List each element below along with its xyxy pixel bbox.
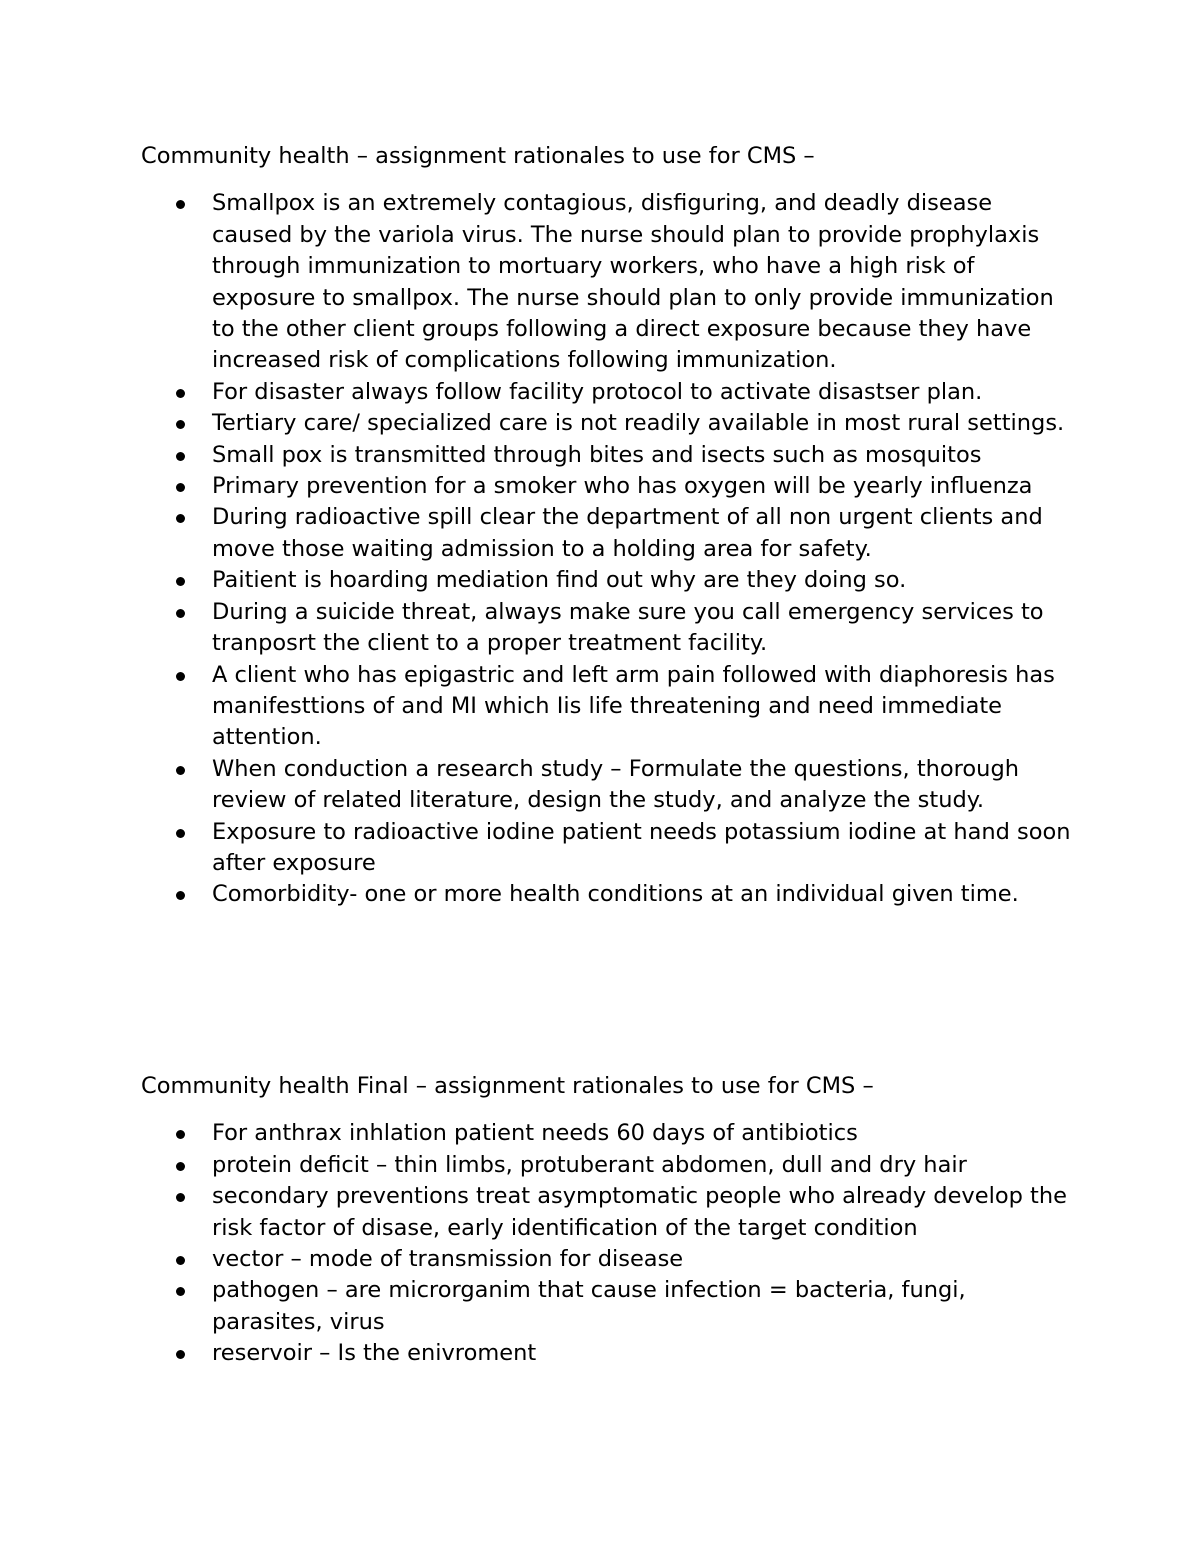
list-item [141, 188, 1071, 376]
list-item [141, 565, 1071, 596]
list-item [141, 1244, 1071, 1275]
bullet-icon [176, 514, 185, 523]
list-item [141, 471, 1071, 502]
list-item [141, 879, 1071, 910]
section-community-health-final [141, 1071, 1071, 1370]
bullet-icon [176, 452, 185, 461]
list-item-text: vector – mode of transmission for disease [212, 1246, 684, 1273]
list-item-text: A client who has epigastric and left arm pain followed with diaphoresis has manifesttions of and MI which Iis life threatening and need immediate attention. [212, 661, 1055, 751]
list-item-text: Smallpox is an extremely contagious, disfiguring, and deadly disease caused by the variola virus. The nurse should plan to provide prophylaxis through immunization to mortuary workers, who have a high risk of exposure to smallpox. The nurse should plan to only provide immunization to the other client groups following a direct exposure because they have increased risk of complications following immunization. [212, 190, 1054, 374]
list-item-text: Paitient is hoarding mediation find out why are they doing so. [212, 567, 907, 594]
bullet-list [141, 1118, 1071, 1369]
list-item [141, 754, 1071, 817]
section-title: Community health Final – assignment rationales to use for CMS – [141, 1073, 874, 1099]
list-item [141, 817, 1071, 880]
bullet-list [141, 188, 1071, 910]
bullet-icon [176, 420, 185, 429]
bullet-icon [176, 1193, 185, 1202]
bullet-icon [176, 577, 185, 586]
bullet-icon [176, 609, 185, 618]
section-title: Community health – assignment rationales to use for CMS – [141, 143, 815, 169]
bullet-icon [176, 1256, 185, 1265]
list-item-text: During a suicide threat, always make sure you call emergency services to tranposrt the client to a proper treatment facility. [212, 598, 1044, 657]
bullet-icon [176, 672, 185, 681]
bullet-icon [176, 766, 185, 775]
bullet-icon [176, 891, 185, 900]
list-item-text: reservoir – Is the enivroment [212, 1340, 537, 1367]
bullet-icon [176, 1287, 185, 1296]
list-item [141, 1150, 1071, 1181]
list-item [141, 377, 1071, 408]
list-item-text: When conduction a research study – Formulate the questions, thorough review of related literature, design the study, and analyze the study. [212, 755, 1019, 814]
list-item [141, 1181, 1071, 1244]
list-item-text: Tertiary care/ specialized care is not readily available in most rural settings. [212, 410, 1065, 437]
bullet-icon [176, 200, 185, 209]
bullet-icon [176, 1350, 185, 1359]
list-item-text: Comorbidity- one or more health conditions at an individual given time. [212, 881, 1019, 908]
list-item-text: Small pox is transmitted through bites and isects such as mosquitos [212, 441, 982, 468]
list-item [141, 1118, 1071, 1149]
list-item [141, 408, 1071, 439]
bullet-icon [176, 829, 185, 838]
list-item [141, 1338, 1071, 1369]
list-item-text: Primary prevention for a smoker who has oxygen will be yearly influenza [212, 473, 1033, 500]
list-item [141, 597, 1071, 660]
list-item-text: During radioactive spill clear the department of all non urgent clients and move those waiting admission to a holding area for safety. [212, 504, 1043, 562]
bullet-icon [176, 483, 185, 492]
list-item-text: pathogen – are microrganim that cause infection = bacteria, fungi, parasites, virus [212, 1277, 966, 1335]
bullet-icon [176, 1130, 185, 1139]
list-item-text: protein deficit – thin limbs, protuberant abdomen, dull and dry hair [212, 1151, 967, 1178]
bullet-icon [176, 389, 185, 398]
list-item-text: Exposure to radioactive iodine patient needs potassium iodine at hand soon after exposure [212, 818, 1071, 876]
section-community-health [141, 141, 1071, 911]
bullet-icon [176, 1162, 185, 1171]
list-item [141, 440, 1071, 471]
list-item-text: secondary preventions treat asymptomatic people who already develop the risk factor of disase, early identification of the target condition [212, 1183, 1067, 1241]
list-item [141, 660, 1071, 754]
list-item-text: For anthrax inhlation patient needs 60 days of antibiotics [212, 1120, 858, 1147]
list-item [141, 502, 1071, 565]
list-item-text: For disaster always follow facility protocol to activate disastser plan. [212, 378, 983, 405]
list-item [141, 1275, 1071, 1338]
